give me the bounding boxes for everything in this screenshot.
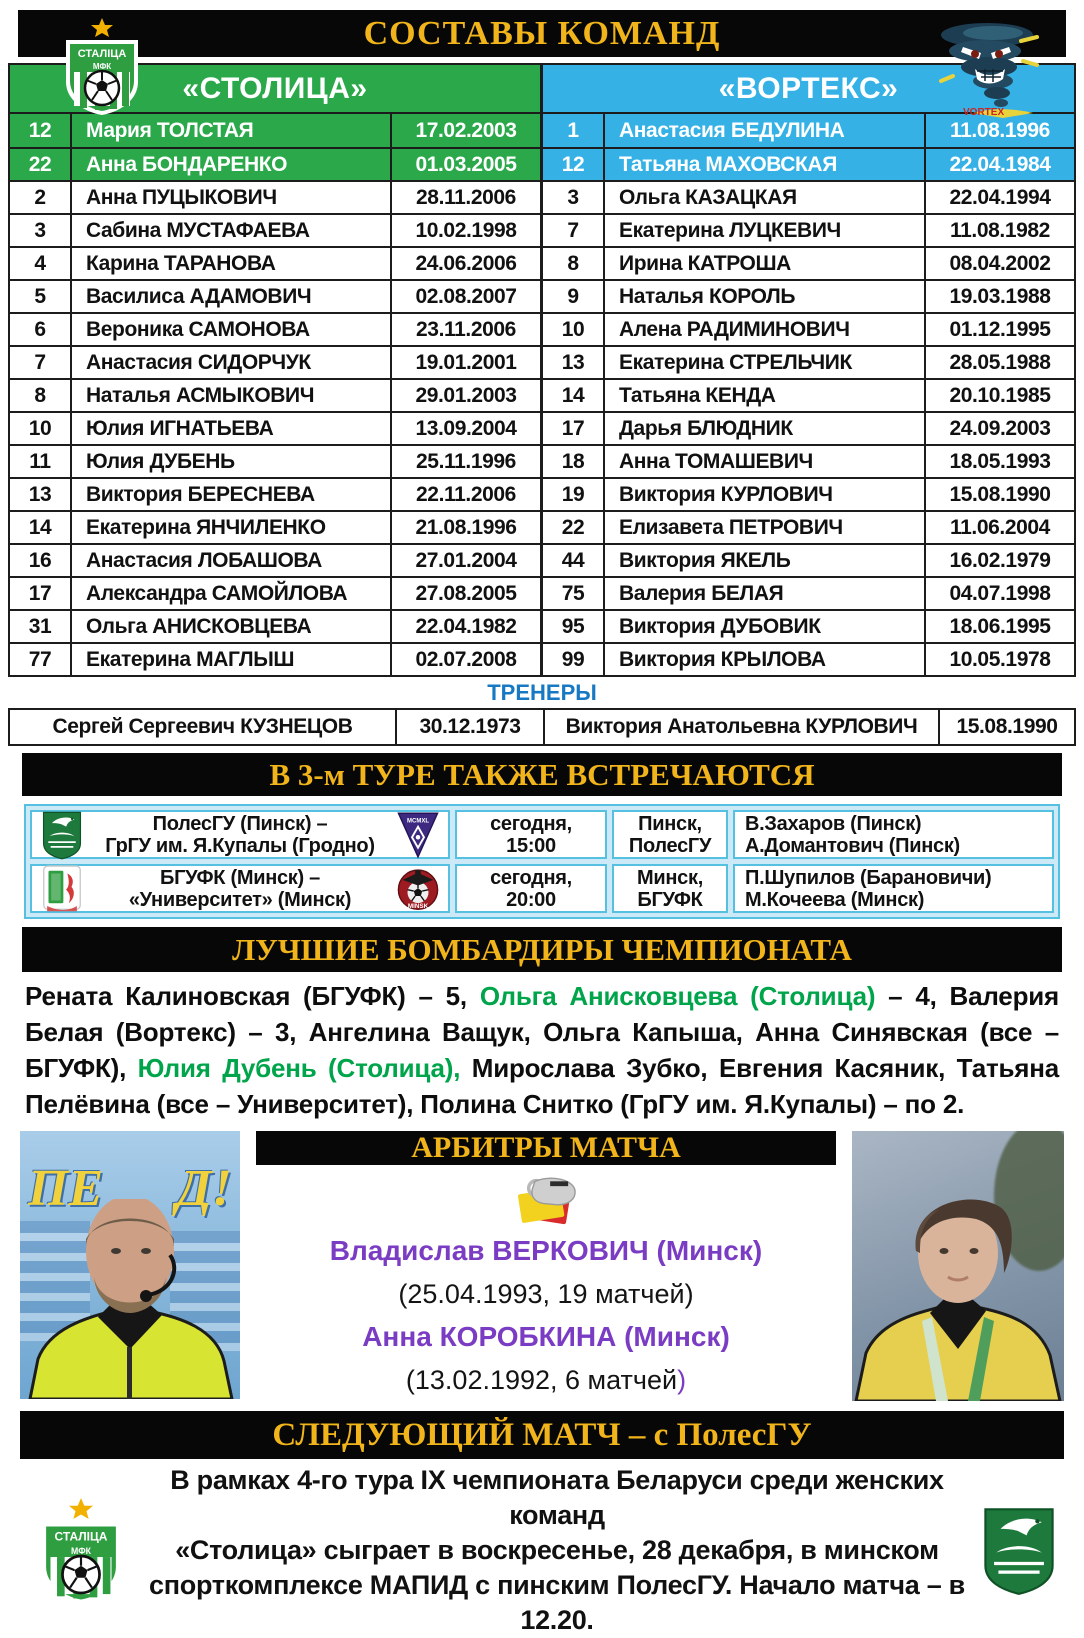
player-name: Анастасия БЕДУЛИНА xyxy=(605,114,926,147)
player-name: Екатерина ЯНЧИЛЕНКО xyxy=(72,512,392,543)
scorer-text: Рената Калиновская (БГУФК) – 5, xyxy=(25,981,480,1011)
player-dob: 22.11.2006 xyxy=(416,482,516,506)
player-num: 5 xyxy=(10,281,72,312)
player-name: Екатерина МАГЛЫШ xyxy=(72,644,392,675)
player-dob: 16.02.1979 xyxy=(949,548,1051,572)
player-name: Виктория КРЫЛОВА xyxy=(605,644,926,675)
player-dob: 01.03.2005 xyxy=(415,152,517,176)
match-venue-cell: Пинск, ПолесГУ xyxy=(612,810,728,859)
referee-detail xyxy=(330,1359,762,1401)
referee-name xyxy=(330,1315,762,1359)
player-row xyxy=(10,180,540,213)
player-dob: 01.12.1995 xyxy=(949,317,1051,341)
page-title xyxy=(18,10,1066,57)
player-num: 19 xyxy=(543,479,605,510)
match-referees-cell: П.Шупилов (Барановичи) М.Кочеева (Минск) xyxy=(733,864,1054,913)
vortex-tornado-icon xyxy=(933,21,1047,121)
referee-lines xyxy=(330,1229,762,1401)
player-row xyxy=(543,147,1074,180)
player-name: Виктория ЯКЕЛЬ xyxy=(605,545,926,576)
player-num: 10 xyxy=(543,314,605,345)
coach-dob: 15.08.1990 xyxy=(938,710,1074,744)
player-row xyxy=(10,213,540,246)
next-match-text xyxy=(143,1463,971,1638)
player-dob: 28.05.1988 xyxy=(949,350,1051,374)
polesgu-crest-icon xyxy=(41,810,83,860)
player-num: 17 xyxy=(543,413,605,444)
match-row xyxy=(30,864,1054,913)
player-num: 14 xyxy=(10,512,72,543)
match-referees-cell: В.Захаров (Пинск) А.Домантович (Пинск) xyxy=(733,810,1054,859)
grgu-pennant-icon xyxy=(397,811,439,859)
player-name: Ольга АНИСКОВЦЕВА xyxy=(72,611,392,642)
player-num: 31 xyxy=(10,611,72,642)
player-name: Татьяна МАХОВСКАЯ xyxy=(605,149,926,180)
svg-text:СТАЛІЦА: СТАЛІЦА xyxy=(54,1529,107,1544)
team-name: «ВОРТЕКС» xyxy=(718,71,899,105)
player-rows xyxy=(543,114,1074,675)
player-row xyxy=(543,543,1074,576)
match-line2: «Университет» (Минск) xyxy=(128,888,352,911)
scorer-highlight: Ольга Анисковцева (Столица) xyxy=(479,981,876,1011)
player-rows xyxy=(10,114,540,675)
referee-photo-female xyxy=(852,1131,1064,1401)
player-row xyxy=(543,279,1074,312)
player-name: Анна ТОМАШЕВИЧ xyxy=(605,446,926,477)
player-dob: 10.02.1998 xyxy=(415,218,517,242)
player-name: Анастасия ЛОБАШОВА xyxy=(72,545,392,576)
team-name: «СТОЛИЦА» xyxy=(182,71,368,105)
coach-name: Виктория Анатольевна КУРЛОВИЧ xyxy=(543,710,938,744)
player-row xyxy=(10,477,540,510)
player-dob: 29.01.2003 xyxy=(415,383,517,407)
rosters-table xyxy=(8,63,1076,677)
player-num: 11 xyxy=(10,446,72,477)
player-row xyxy=(10,444,540,477)
player-name: Виктория КУРЛОВИЧ xyxy=(605,479,926,510)
player-name: Виктория БЕРЕСНЕВА xyxy=(72,479,392,510)
next-match-line: «Столица» сыграет в воскресенье, 28 декабря, в минском xyxy=(175,1535,939,1565)
player-row xyxy=(10,510,540,543)
player-num: 13 xyxy=(10,479,72,510)
scorer-text: – 4, Валерия Белая (Вортекс) – 3, Ангелина Ващук, Ольга Капыша, Анна Синявская (все – БГУФК), xyxy=(25,981,1060,1083)
match-venue-cell: Минск, БГУФК xyxy=(612,864,728,913)
player-name: Наталья КОРОЛЬ xyxy=(605,281,926,312)
match-home-logo xyxy=(40,867,84,911)
player-num: 9 xyxy=(543,281,605,312)
svg-text:MINSK: MINSK xyxy=(407,902,429,910)
match-line1: ПолесГУ (Пинск) – xyxy=(152,812,328,835)
player-name: Ирина КАТРОША xyxy=(605,248,926,279)
player-row xyxy=(543,246,1074,279)
match-line1: БГУФК (Минск) – xyxy=(160,866,320,889)
match-away-logo xyxy=(396,813,440,857)
player-name: Карина ТАРАНОВА xyxy=(72,248,392,279)
player-dob: 04.07.1998 xyxy=(949,581,1051,605)
svg-text:МФК: МФК xyxy=(92,62,112,71)
referee-photo-male xyxy=(20,1131,240,1399)
player-row xyxy=(543,642,1074,675)
player-num: 2 xyxy=(10,182,72,213)
scorer-text: Мирослава Зубко, Евгения Касяник, Татьяна Пелёвина (все – Университет), Полина Снитко (ГрГУ им. Я.Купалы) – по 2. xyxy=(25,1053,1060,1119)
player-name: Екатерина ЛУЦКЕВИЧ xyxy=(605,215,926,246)
player-name: Анна ПУЦЫКОВИЧ xyxy=(72,182,392,213)
player-row xyxy=(10,246,540,279)
player-row xyxy=(10,378,540,411)
player-dob: 19.03.1988 xyxy=(949,284,1051,308)
vortex-tornado-icon xyxy=(933,21,1047,121)
player-row xyxy=(543,609,1074,642)
player-name: Виктория ДУБОВИК xyxy=(605,611,926,642)
player-row xyxy=(543,312,1074,345)
player-row xyxy=(10,576,540,609)
match-away-logo xyxy=(396,867,440,911)
player-dob: 17.02.2003 xyxy=(415,118,517,142)
photo-bg-letters: ПЕ Д! xyxy=(28,1160,232,1217)
player-dob: 28.11.2006 xyxy=(416,185,516,209)
player-dob: 18.06.1995 xyxy=(949,614,1051,638)
coaches-label: ТРЕНЕРЫ xyxy=(487,680,597,705)
player-num: 12 xyxy=(10,114,72,147)
page-title-text: СОСТАВЫ КОМАНД xyxy=(363,14,721,52)
stolitsa-crest-icon xyxy=(33,1496,129,1605)
player-row xyxy=(10,279,540,312)
referee-line-tail: ) xyxy=(677,1365,687,1395)
player-dob: 08.04.2002 xyxy=(949,251,1051,275)
player-dob: 24.06.2006 xyxy=(415,251,517,275)
player-name: Анна БОНДАРЕНКО xyxy=(72,149,392,180)
player-dob: 27.08.2005 xyxy=(415,581,517,605)
svg-text:MCMXL: MCMXL xyxy=(407,817,429,824)
player-row xyxy=(543,576,1074,609)
player-num: 17 xyxy=(10,578,72,609)
match-row xyxy=(30,810,1054,859)
player-num: 13 xyxy=(543,347,605,378)
player-name: Дарья БЛЮДНИК xyxy=(605,413,926,444)
referees-banner-text: АРБИТРЫ МАТЧА xyxy=(411,1131,681,1164)
round3-banner xyxy=(22,753,1062,796)
match-teams-cell xyxy=(30,864,450,913)
player-name: Екатерина СТРЕЛЬЧИК xyxy=(605,347,926,378)
player-row xyxy=(10,345,540,378)
team-column-stolitsa xyxy=(8,63,542,677)
referee-name xyxy=(330,1229,762,1273)
player-name: Татьяна КЕНДА xyxy=(605,380,926,411)
scorers-banner-text: ЛУЧШИЕ БОМБАРДИРЫ ЧЕМПИОНАТА xyxy=(232,931,852,967)
round3-banner-text: В 3-м ТУРЕ ТАКЖЕ ВСТРЕЧАЮТСЯ xyxy=(269,756,815,792)
coach-name: Сергей Сергеевич КУЗНЕЦОВ xyxy=(52,715,353,738)
referees-section xyxy=(20,1131,1064,1401)
player-row xyxy=(543,213,1074,246)
match-line2: ГрГУ им. Я.Купалы (Гродно) xyxy=(105,834,375,857)
player-row xyxy=(543,477,1074,510)
player-dob: 21.08.1996 xyxy=(415,515,517,539)
next-match-banner xyxy=(20,1411,1064,1459)
scorers-banner xyxy=(22,927,1062,972)
scorer-highlight: Юлия Дубень (Столица), xyxy=(137,1053,461,1083)
player-dob: 27.01.2004 xyxy=(415,548,517,572)
player-row xyxy=(10,609,540,642)
player-row xyxy=(10,642,540,675)
polesgu-crest-icon xyxy=(971,1505,1066,1596)
player-dob: 19.01.2001 xyxy=(415,350,517,374)
player-num: 4 xyxy=(10,248,72,279)
match-teams-cell xyxy=(30,810,450,859)
player-name: Юлия ДУБЕНЬ xyxy=(72,446,392,477)
player-num: 22 xyxy=(543,512,605,543)
stolitsa-crest-icon xyxy=(58,16,146,116)
player-row xyxy=(543,345,1074,378)
player-name: Валерия БЕЛАЯ xyxy=(605,578,926,609)
stolitsa-crest-icon xyxy=(58,16,146,116)
referee-line-text: (13.02.1992, 6 матчей xyxy=(405,1365,678,1395)
player-num: 3 xyxy=(543,182,605,213)
player-dob: 13.09.2004 xyxy=(415,416,517,440)
player-num: 95 xyxy=(543,611,605,642)
player-dob: 11.06.2004 xyxy=(950,515,1050,539)
referees-center xyxy=(240,1131,852,1401)
next-match-section xyxy=(18,1463,1066,1638)
player-name: Анастасия СИДОРЧУК xyxy=(72,347,392,378)
player-name: Александра САМОЙЛОВА xyxy=(72,578,392,609)
coach-dob: 30.12.1973 xyxy=(395,710,543,744)
player-dob: 20.10.1985 xyxy=(949,383,1051,407)
player-dob: 24.09.2003 xyxy=(949,416,1051,440)
player-dob: 22.04.1994 xyxy=(949,185,1051,209)
scorers-paragraph xyxy=(25,978,1059,1122)
player-row xyxy=(10,312,540,345)
player-dob: 10.05.1978 xyxy=(949,647,1051,671)
player-num: 7 xyxy=(10,347,72,378)
player-num: 7 xyxy=(543,215,605,246)
player-num: 18 xyxy=(543,446,605,477)
player-row xyxy=(543,180,1074,213)
referees-banner xyxy=(256,1131,836,1165)
next-match-banner-text: СЛЕДУЮЩИЙ МАТЧ – с ПолесГУ xyxy=(272,1416,812,1453)
player-num: 10 xyxy=(10,413,72,444)
stolitsa-crest-icon xyxy=(18,1496,143,1605)
player-dob: 11.08.1982 xyxy=(950,218,1050,242)
player-name: Наталья АСМЫКОВИЧ xyxy=(72,380,392,411)
player-num: 77 xyxy=(10,644,72,675)
player-name: Ольга КАЗАЦКАЯ xyxy=(605,182,926,213)
match-time-cell: сегодня, 15:00 xyxy=(455,810,607,859)
male-referee-silhouette xyxy=(20,1199,240,1399)
player-row xyxy=(10,147,540,180)
player-row xyxy=(543,378,1074,411)
player-dob: 22.04.1984 xyxy=(949,152,1051,176)
match-time-cell: сегодня, 20:00 xyxy=(455,864,607,913)
player-num: 6 xyxy=(10,314,72,345)
player-num: 8 xyxy=(543,248,605,279)
player-dob: 25.11.1996 xyxy=(416,449,516,473)
referee-line-text: Владислав ВЕРКОВИЧ (Минск) xyxy=(329,1235,763,1266)
team-column-vortex xyxy=(542,63,1076,677)
svg-text:МФК: МФК xyxy=(70,1545,91,1556)
player-row xyxy=(543,510,1074,543)
player-dob: 15.08.1990 xyxy=(949,482,1051,506)
player-row xyxy=(543,444,1074,477)
player-num: 14 xyxy=(543,380,605,411)
player-name: Алена РАДИМИНОВИЧ xyxy=(605,314,926,345)
player-name: Василиса АДАМОВИЧ xyxy=(72,281,392,312)
svg-text:СТАЛІЦА: СТАЛІЦА xyxy=(77,48,127,60)
player-dob: 02.07.2008 xyxy=(415,647,517,671)
player-row xyxy=(10,114,540,147)
player-row xyxy=(10,411,540,444)
svg-text:VORTEX: VORTEX xyxy=(963,107,1005,118)
coaches-row xyxy=(8,708,1076,746)
player-num: 1 xyxy=(543,114,605,147)
player-name: Елизавета ПЕТРОВИЧ xyxy=(605,512,926,543)
player-name: Вероника САМОНОВА xyxy=(72,314,392,345)
referee-detail xyxy=(330,1273,762,1315)
university-minsk-icon xyxy=(397,865,439,913)
other-matches-table xyxy=(24,804,1060,919)
player-dob: 11.08.1996 xyxy=(950,118,1050,142)
player-row xyxy=(543,411,1074,444)
player-num: 12 xyxy=(543,149,605,180)
whistle-icon xyxy=(490,1173,602,1227)
next-match-line: В рамках 4-го тура IX чемпионата Беларуси среди женских команд xyxy=(170,1465,944,1530)
player-num: 3 xyxy=(10,215,72,246)
female-referee-silhouette xyxy=(852,1181,1064,1401)
polesgu-crest-icon xyxy=(981,1505,1057,1596)
player-dob: 23.11.2006 xyxy=(416,317,516,341)
player-name: Мария ТОЛСТАЯ xyxy=(72,114,392,147)
player-num: 99 xyxy=(543,644,605,675)
match-home-logo xyxy=(40,813,84,857)
player-name: Сабина МУСТАФАЕВА xyxy=(72,215,392,246)
next-match-line: спорткомплексе МАПИД с пинским ПолесГУ. Начало матча – в 12.20. xyxy=(149,1570,965,1635)
player-dob: 18.05.1993 xyxy=(949,449,1051,473)
player-num: 44 xyxy=(543,545,605,576)
player-name: Юлия ИГНАТЬЕВА xyxy=(72,413,392,444)
referee-line-text: Анна КОРОБКИНА (Минск) xyxy=(362,1321,730,1352)
player-num: 8 xyxy=(10,380,72,411)
player-num: 16 xyxy=(10,545,72,576)
referee-line-text: (25.04.1993, 19 матчей) xyxy=(398,1279,694,1309)
player-dob: 22.04.1982 xyxy=(415,614,517,638)
player-num: 75 xyxy=(543,578,605,609)
player-row xyxy=(10,543,540,576)
bgufk-crest-icon xyxy=(41,864,83,914)
player-num: 22 xyxy=(10,149,72,180)
player-dob: 02.08.2007 xyxy=(415,284,517,308)
